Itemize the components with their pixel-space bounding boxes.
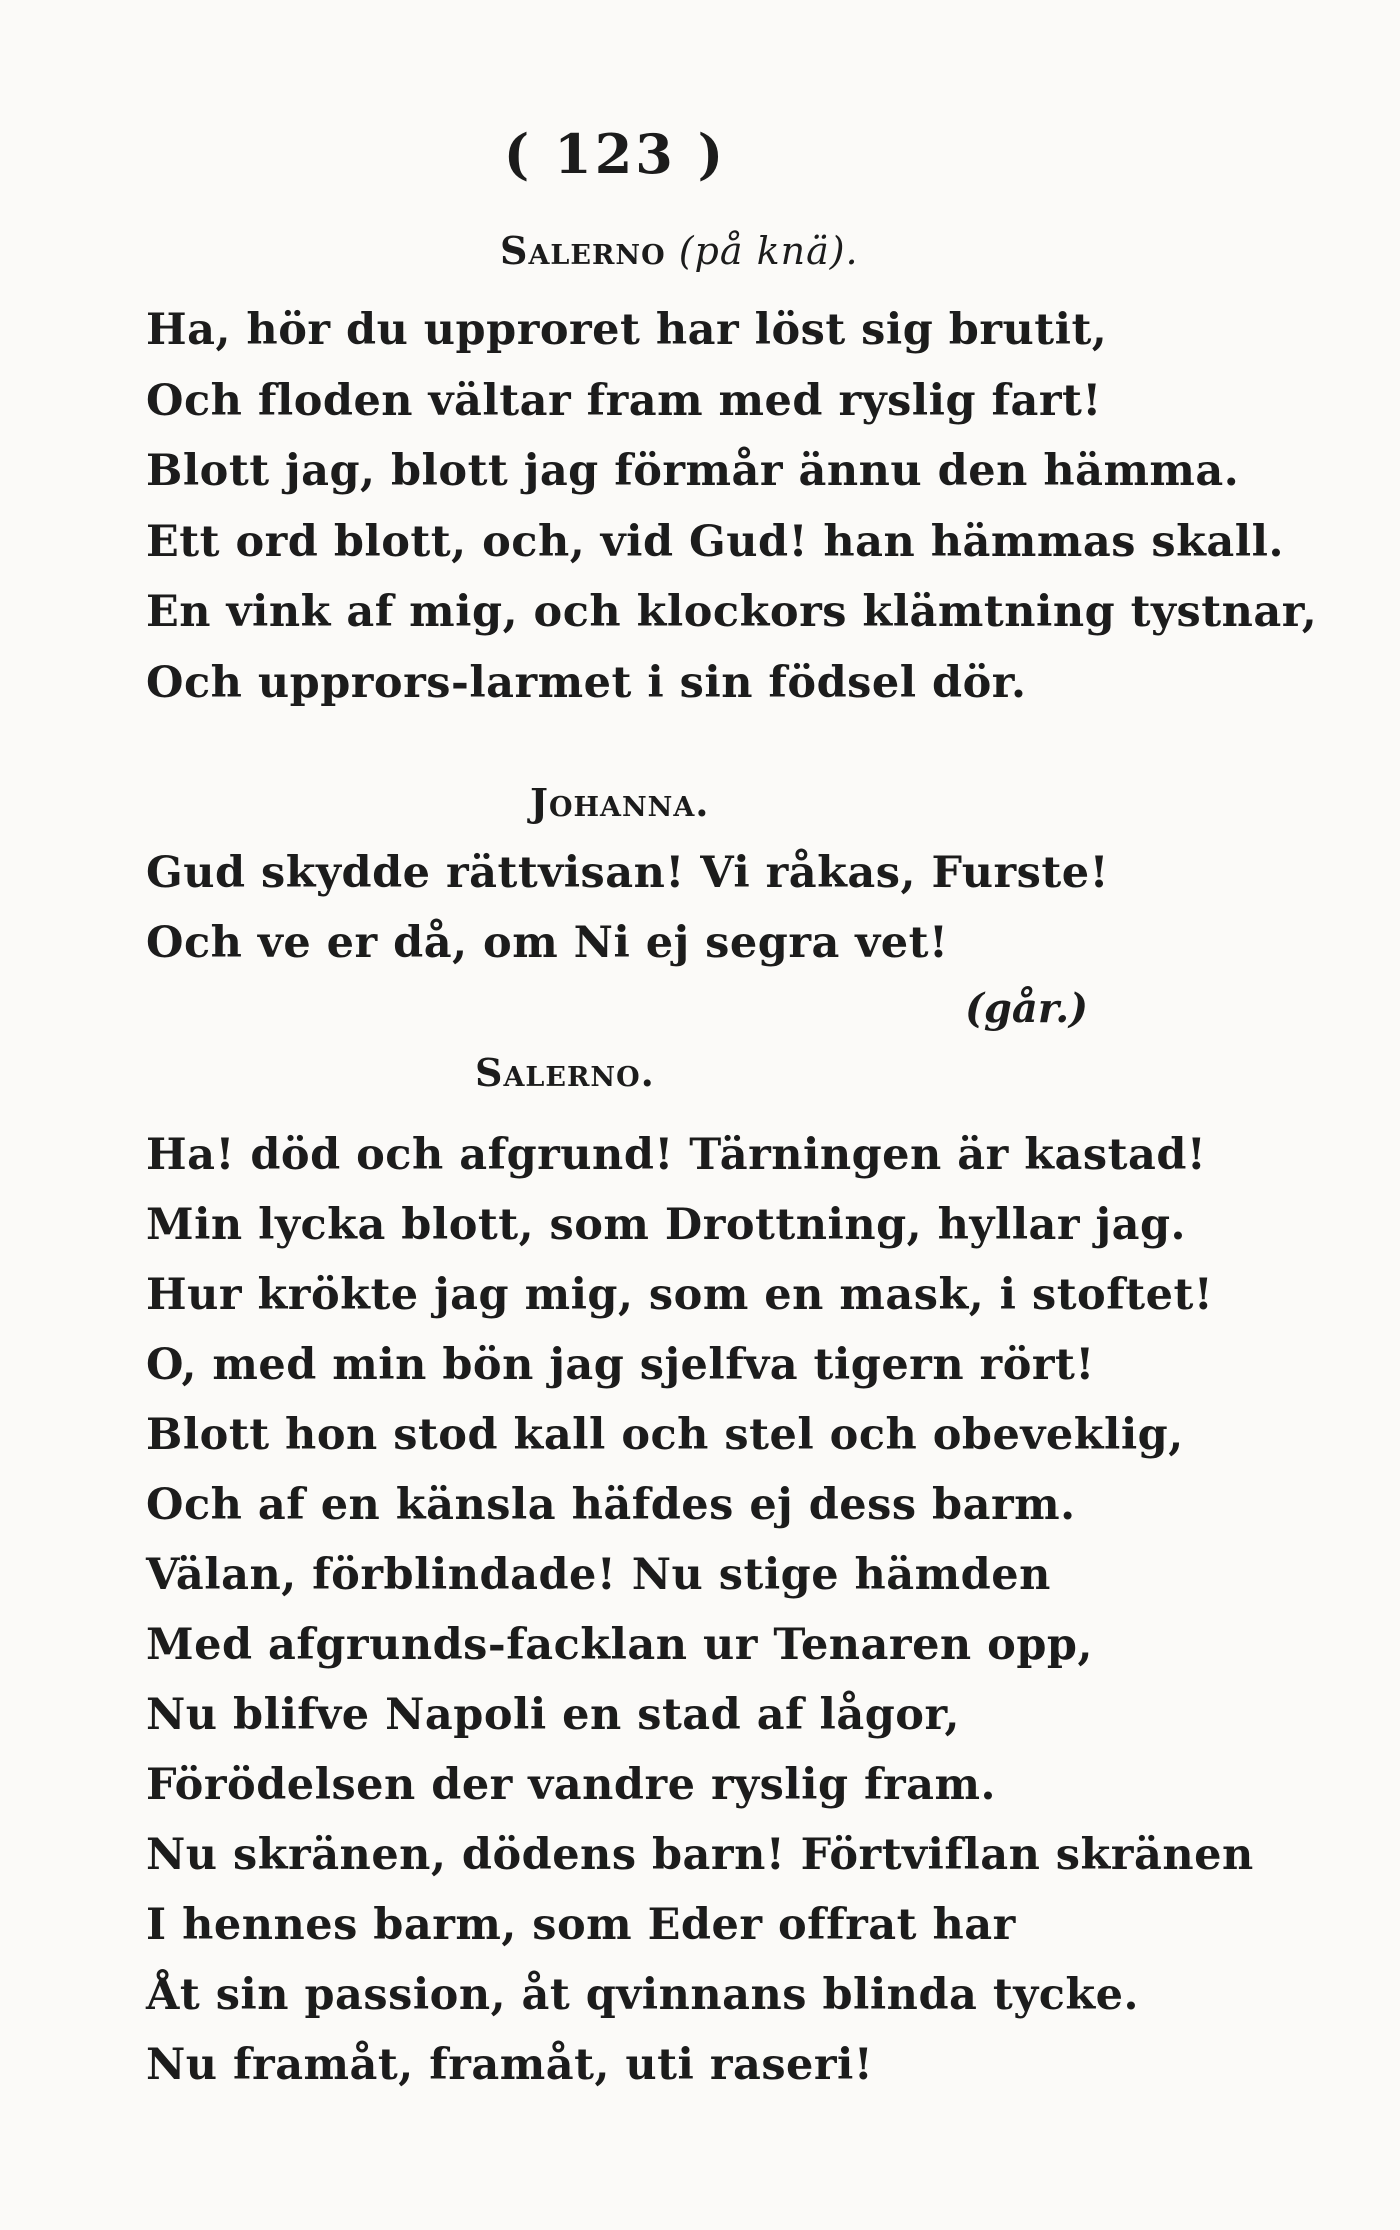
verse-line: Blott hon stod kall och stel och obeveklig, <box>146 1410 1184 1460</box>
stage-direction: (går.) <box>965 985 1089 1032</box>
verse-line: Välan, förblindade! Nu stige hämden <box>146 1550 1051 1600</box>
verse-line: Och upprors-larmet i sin födsel dör. <box>146 658 1027 708</box>
speaker-heading-salerno <box>500 228 859 273</box>
verse-line: O, med min bön jag sjelfva tigern rört! <box>146 1340 1095 1390</box>
verse-line: Nu framåt, framåt, uti raseri! <box>146 2040 874 2090</box>
verse-line: En vink af mig, och klockors klämtning tystnar, <box>146 587 1318 637</box>
verse-line: Ha, hör du upproret har löst sig brutit, <box>146 305 1108 355</box>
speaker-name: Johanna. <box>530 780 710 825</box>
verse-line: Ett ord blott, och, vid Gud! han hämmas skall. <box>146 517 1284 567</box>
verse-line: Och floden vältar fram med ryslig fart! <box>146 376 1102 426</box>
verse-line: Min lycka blott, som Drottning, hyllar jag. <box>146 1200 1186 1250</box>
verse-line: Nu blifve Napoli en stad af lågor, <box>146 1690 960 1740</box>
verse-line: Och af en känsla häfdes ej dess barm. <box>146 1480 1076 1530</box>
speaker-heading-johanna <box>530 780 710 825</box>
stage-direction-inline: (på knä). <box>678 229 859 273</box>
verse-line: Blott jag, blott jag förmår ännu den hämma. <box>146 446 1240 496</box>
verse-line: Förödelsen der vandre ryslig fram. <box>146 1760 996 1810</box>
verse-line: Med afgrunds-facklan ur Tenaren opp, <box>146 1620 1093 1670</box>
speaker-name: Salerno. <box>475 1050 655 1095</box>
speaker-name: Salerno <box>500 228 666 273</box>
page-number: ( 123 ) <box>503 122 727 186</box>
verse-line: Åt sin passion, åt qvinnans blinda tycke. <box>146 1970 1139 2020</box>
verse-line: Hur krökte jag mig, som en mask, i stoftet! <box>146 1270 1214 1320</box>
verse-line: Gud skydde rättvisan! Vi råkas, Furste! <box>146 848 1109 898</box>
verse-line: Och ve er då, om Ni ej segra vet! <box>146 918 949 968</box>
speaker-heading-salerno <box>475 1050 655 1095</box>
verse-line: Nu skränen, dödens barn! Förtviflan skränen <box>146 1830 1254 1880</box>
verse-line: I hennes barm, som Eder offrat har <box>146 1900 1016 1950</box>
verse-line: Ha! död och afgrund! Tärningen är kastad! <box>146 1130 1207 1180</box>
